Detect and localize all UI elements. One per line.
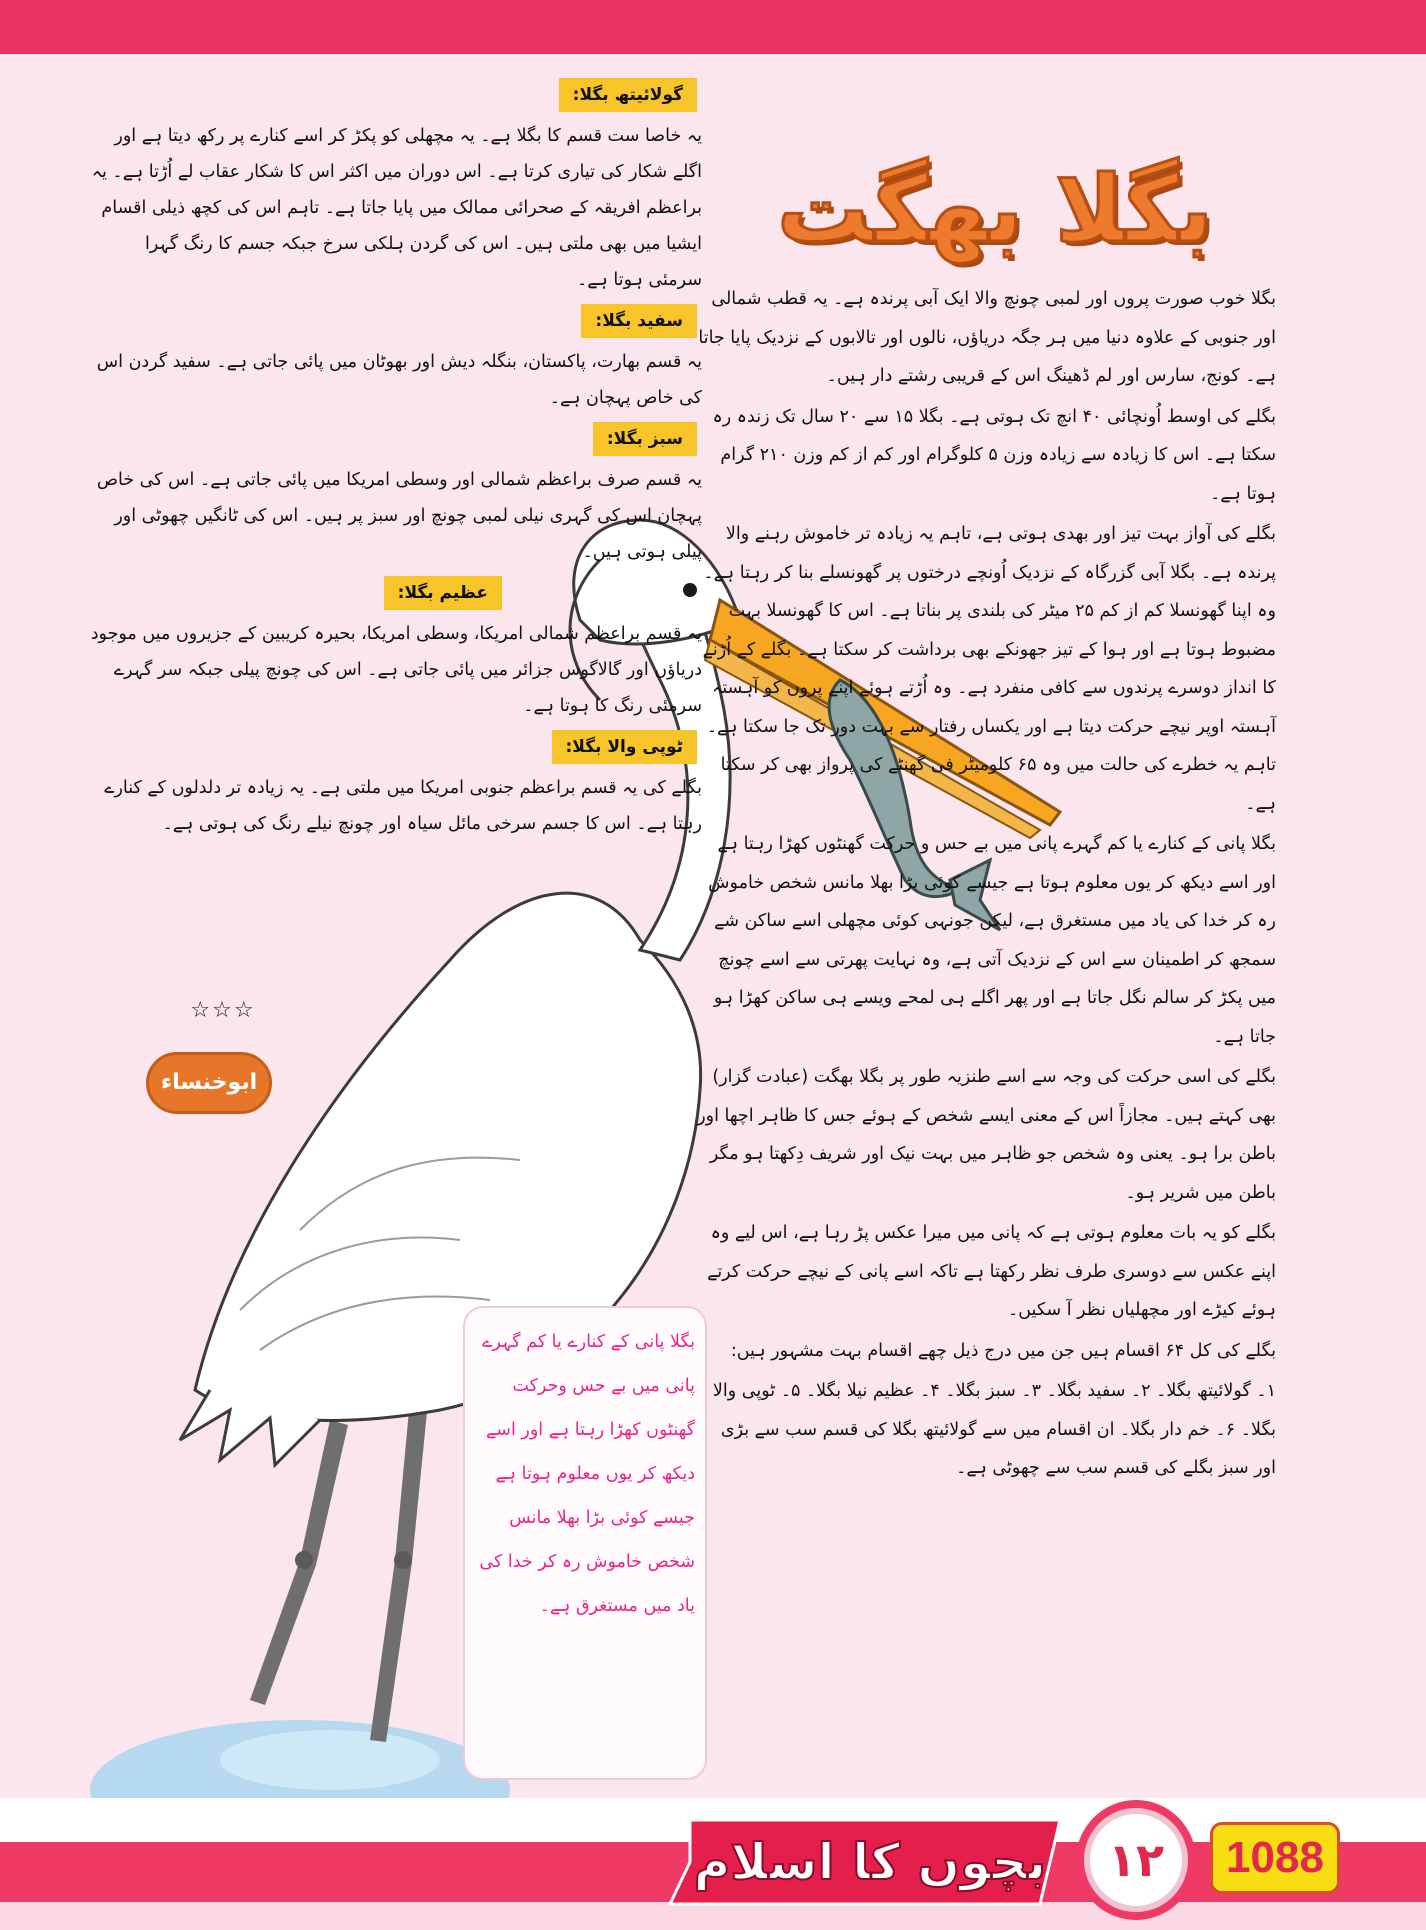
article-paragraph: بگلا خوب صورت پروں اور لمبی چونچ والا ایک آبی پرندہ ہے۔ یہ قطب شمالی اور جنوبی کے علاوہ دنیا میں ہر جگہ دریاؤں، نالوں اور تالابوں کے نزدیک پایا جاتا ہے۔ کونج، سارس اور لم ڈھینگ اس کے قریبی رشتے دار ہیں۔ bbox=[698, 289, 1276, 386]
species-text: یہ قسم بھارت، پاکستان، بنگلہ دیش اور بھوٹان میں پائی جاتی ہے۔ سفید گردن اس کی خاص پہچان ہے۔ bbox=[96, 352, 702, 408]
article-paragraph: بگلے کی آواز بہت تیز اور بھدی ہوتی ہے، تاہم یہ زیادہ تر خاموش رہنے والا پرندہ ہے۔ بگلا آبی گزرگاہ کے نزدیک اُونچے درختوں پر گھونسلے بنا کر رہتا ہے۔ وہ اپنا گھونسلا کم از کم ۲۵ میٹر کی بلندی پر بناتا ہے۔ اس کا گھونسلا بہت مضبوط ہوتا ہے اور ہوا کے تیز جھونکے بھی برداشت کر سکتا ہے۔ بگلے کے اُڑنے کا انداز دوسرے پرندوں سے کافی منفرد ہے۔ وہ اُڑتے ہوئے اپنے پروں کو آہستہ آہستہ اوپر نیچے حرکت دیتا ہے اور یکساں رفتار سے بہت دور تک جا سکتا ہے۔ تاہم یہ خطرے کی حالت میں وہ ۶۵ کلومیٹر فی گھنٹے کی پرواز بھی کر سکتا ہے۔ bbox=[702, 524, 1276, 814]
article-title: بگلا بھگت bbox=[776, 156, 1214, 263]
heron-leg-front bbox=[370, 1400, 428, 1742]
page-number: ۱۲ bbox=[1107, 1833, 1165, 1887]
species-text: یہ قسم صرف براعظم شمالی اور وسطی امریکا میں پائی جاتی ہے۔ اس کی خاص پہچان اس کی گہری نیلی لمبی چونچ اور سبز پر ہیں۔ اس کی ٹانگیں چھوٹی اور پیلی ہوتی ہیں۔ bbox=[96, 470, 702, 562]
species-heading: سبز بگلا: bbox=[593, 422, 697, 456]
species-text: بگلے کی یہ قسم براعظم جنوبی امریکا میں ملتی ہے۔ یہ زیادہ تر دلدلوں کے کنارے رہتا ہے۔ اس کا جسم سرخی مائل سیاہ اور چونچ نیلے رنگ کی ہوتی ہے۔ bbox=[104, 778, 702, 834]
species-text: یہ قسم براعظم شمالی امریکا، وسطی امریکا، بحیرہ کریبین کے جزیروں میں موجود دریاؤں اور گالاگوس جزائر میں پائی جاتی ہے۔ اس کی چونچ پیلی جبکہ سر گہرے سرمئی رنگ کا ہوتا ہے۔ bbox=[90, 624, 702, 716]
article-paragraph: بگلے کی اوسط اُونچائی ۴۰ انچ تک ہوتی ہے۔ بگلا ۱۵ سے ۲۰ سال تک زندہ رہ سکتا ہے۔ اس کا زیادہ سے زیادہ وزن ۵ کلوگرام اور کم از کم وزن ۲۱۰ گرام ہوتا ہے۔ bbox=[712, 406, 1276, 504]
species-heading: ٹوپی والا بگلا: bbox=[552, 730, 698, 764]
species-heading: گولائیتھ بگلا: bbox=[559, 78, 697, 112]
article-body bbox=[696, 280, 1276, 1490]
article-paragraph: ۱۔ گولائیتھ بگلا۔ ۲۔ سفید بگلا۔ ۳۔ سبز بگلا۔ ۴۔ عظیم نیلا بگلا۔ ۵۔ ٹوپی والا بگلا۔ ۶۔ خم دار بگلا۔ ان اقسام میں سے گولائیتھ بگلا کی قسم سب سے بڑی اور سبز بگلے کی قسم سب سے چھوٹی ہے۔ bbox=[712, 1381, 1276, 1478]
article-paragraph: بگلے کو یہ بات معلوم ہوتی ہے کہ پانی میں میرا عکس پڑ رہا ہے، اس لیے وہ اپنے عکس سے دوسری طرف نظر رکھتا ہے تاکہ اسے پانی کے نیچے حرکت کرتے ہوئے کیڑے اور مچھلیاں نظر آ سکیں۔ bbox=[707, 1223, 1276, 1320]
species-heading: سفید بگلا: bbox=[581, 304, 697, 338]
issue-number: 1088 bbox=[1226, 1833, 1324, 1882]
stars-divider: ☆☆☆ bbox=[190, 998, 256, 1023]
species-text: یہ خاصا ست قسم کا بگلا ہے۔ یہ مچھلی کو پکڑ کر اسے کنارے پر رکھ دیتا ہے اور اگلے شکار کی تیاری کرتا ہے۔ اس دوران میں اکثر اس کا شکار عقاب لے اُڑتا ہے۔ یہ براعظم افریقہ کے صحرائی ممالک میں پایا جاتا ہے۔ تاہم اس کی کچھ ذیلی اقسام ایشیا میں بھی ملتی ہیں۔ اس کی گردن ہلکی سرخ جبکہ جسم کا رنگ گہرا سرمئی ہوتا ہے۔ bbox=[91, 126, 702, 290]
article-paragraph: بگلے کی کل ۶۴ اقسام ہیں جن میں درج ذیل چھے اقسام بہت مشہور ہیں: bbox=[730, 1340, 1276, 1361]
magazine-title: بچوں کا اسلام bbox=[693, 1833, 1047, 1891]
species-sidebar bbox=[90, 78, 702, 848]
author-badge: ابوخنساء bbox=[146, 1052, 272, 1114]
pull-quote: بگلا پانی کے کنارے یا کم گہرے پانی میں بے حس وحرکت گھنٹوں کھڑا رہتا ہے اور اسے دیکھ کر یوں معلوم ہوتا ہے جیسے کوئی بڑا بھلا مانس شخص خاموش رہ کر خدا کی یاد میں مستغرق ہے۔ bbox=[479, 1332, 695, 1616]
species-heading: عظیم بگلا: bbox=[384, 576, 502, 610]
article-paragraph: بگلا پانی کے کنارے یا کم گہرے پانی میں بے حس و حرکت گھنٹوں کھڑا رہتا ہے اور اسے دیکھ کر یوں معلوم ہوتا ہے جیسے کوئی بڑا بھلا مانس شخص خاموش رہ کر خدا کی یاد میں مستغرق ہے، لیکن جونہی کوئی مچھلی اسے ساکن شے سمجھ کر اطمینان سے اس کے نزدیک آتی ہے، وہ نہایت پھرتی سے اسے چونچ میں پکڑ کر سالم نگل جاتا ہے اور پھر اگلے ہی لمحے ویسے ہی ساکن کھڑا ہو جاتا ہے۔ bbox=[708, 834, 1276, 1047]
article-paragraph: بگلے کی اسی حرکت کی وجہ سے اسے طنزیہ طور پر بگلا بھگت (عبادت گزار) بھی کہتے ہیں۔ مجازاً اس کے معنی ایسے شخص کے ہوئے جس کا ظاہر اچھا اور باطن برا ہو۔ یعنی وہ شخص جو ظاہر میں بہت نیک اور شریف دِکھتا ہو مگر باطن میں شریر ہو۔ bbox=[697, 1067, 1276, 1203]
